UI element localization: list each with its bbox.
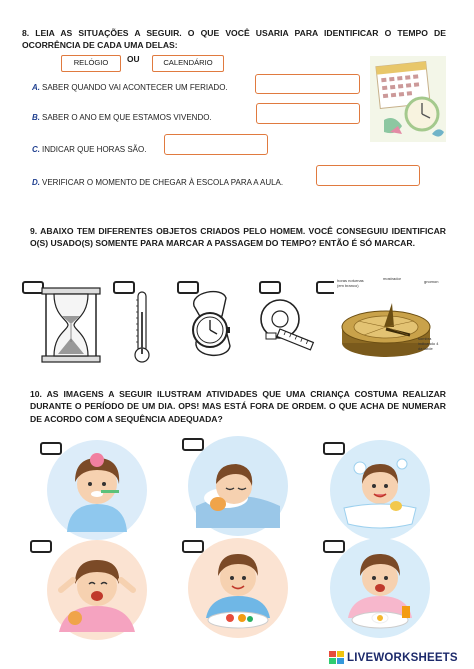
wristwatch-icon [182,286,244,362]
activity-sleeping [188,436,288,536]
item-b [32,113,212,122]
order-box-3[interactable] [323,442,345,455]
item-letter: B. [32,113,40,122]
thermometer-icon [132,290,152,364]
question-10-text: 10. AS IMAGENS A SEGUIR ILUSTRAM ATIVIDADES QUE UMA CRIANÇA COSTUMA REALIZAR DURANTE O PERÍODO DE UM DIA. OPS! MAS ESTÁ FORA DE ORDEM. O QUE ACHA DE NUMERAR DE ACORDO COM A SEQUÊNCIA ADEQUADA? [30,389,446,424]
child-eating-lunch [196,546,280,630]
clock-icon [406,98,438,130]
activity-brushing-teeth [47,440,147,540]
child-waking-up [55,550,139,632]
answer-d-field[interactable] [316,165,420,186]
sundial-label-dial: mostrador [383,276,402,281]
item-d [32,178,283,187]
child-bathing [340,448,420,532]
item-c [32,145,146,154]
sundial-label-shadow: sombra indicando 4 da tarde [418,336,439,351]
liveworksheets-logo-icon [329,651,345,665]
brand-name[interactable]: LIVEWORKSHEETS [347,652,458,664]
question-9-text: 9. ABAIXO TEM DIFERENTES OBJETOS CRIADOS PELO HOMEM. VOCÊ CONSEGUIU IDENTIFICAR O(S) USADO(S) SOMENTE PARA MARCAR A PASSAGEM DO TEMPO? ENTÃO É SÓ MARCAR. [30,226,446,249]
child-sleeping [196,446,280,528]
answer-c-field[interactable] [164,134,268,155]
order-box-2[interactable] [182,438,204,451]
option-calendario: CALENDÁRIO [152,55,224,72]
activity-waking-up [47,540,147,640]
activity-eating-lunch [188,538,288,638]
child-brushing-teeth [57,448,137,532]
footer [0,648,474,669]
tape-measure-icon [258,295,320,351]
item-text: SABER QUANDO VAI ACONTECER UM FERIADO. [42,83,228,92]
activity-breakfast [330,538,430,638]
child-breakfast [338,546,422,630]
sundial-label-night: horas noturnas (em branco) [337,278,364,288]
checkbox-tape-measure[interactable] [259,281,281,294]
question-8-text: 8. LEIA AS SITUAÇÕES A SEGUIR. O QUE VOCÊ USARIA PARA IDENTIFICAR O TEMPO DE OCORRÊNCIA DE CADA UMA DELAS: [22,28,446,51]
item-letter: D. [32,178,40,187]
order-box-4[interactable] [30,540,52,553]
or-label: OU [127,54,140,64]
item-letter: C. [32,145,40,154]
answer-b-field[interactable] [256,103,360,124]
order-box-1[interactable] [40,442,62,455]
answer-a-field[interactable] [255,74,360,94]
sundial-image [334,277,446,365]
order-box-5[interactable] [182,540,204,553]
item-letter: A. [32,83,40,92]
item-a [32,83,228,92]
sundial-label-gnomon: gnomon [424,279,439,284]
order-box-6[interactable] [323,540,345,553]
item-text: INDICAR QUE HORAS SÃO. [42,145,147,154]
hourglass-icon [40,286,102,364]
option-relogio: RELÓGIO [61,55,121,72]
item-text: SABER O ANO EM QUE ESTAMOS VIVENDO. [42,113,212,122]
item-text: VERIFICAR O MOMENTO DE CHEGAR À ESCOLA PARA A AULA. [42,178,284,187]
activity-bathing [330,440,430,540]
calendar-clock-illustration [364,50,450,148]
